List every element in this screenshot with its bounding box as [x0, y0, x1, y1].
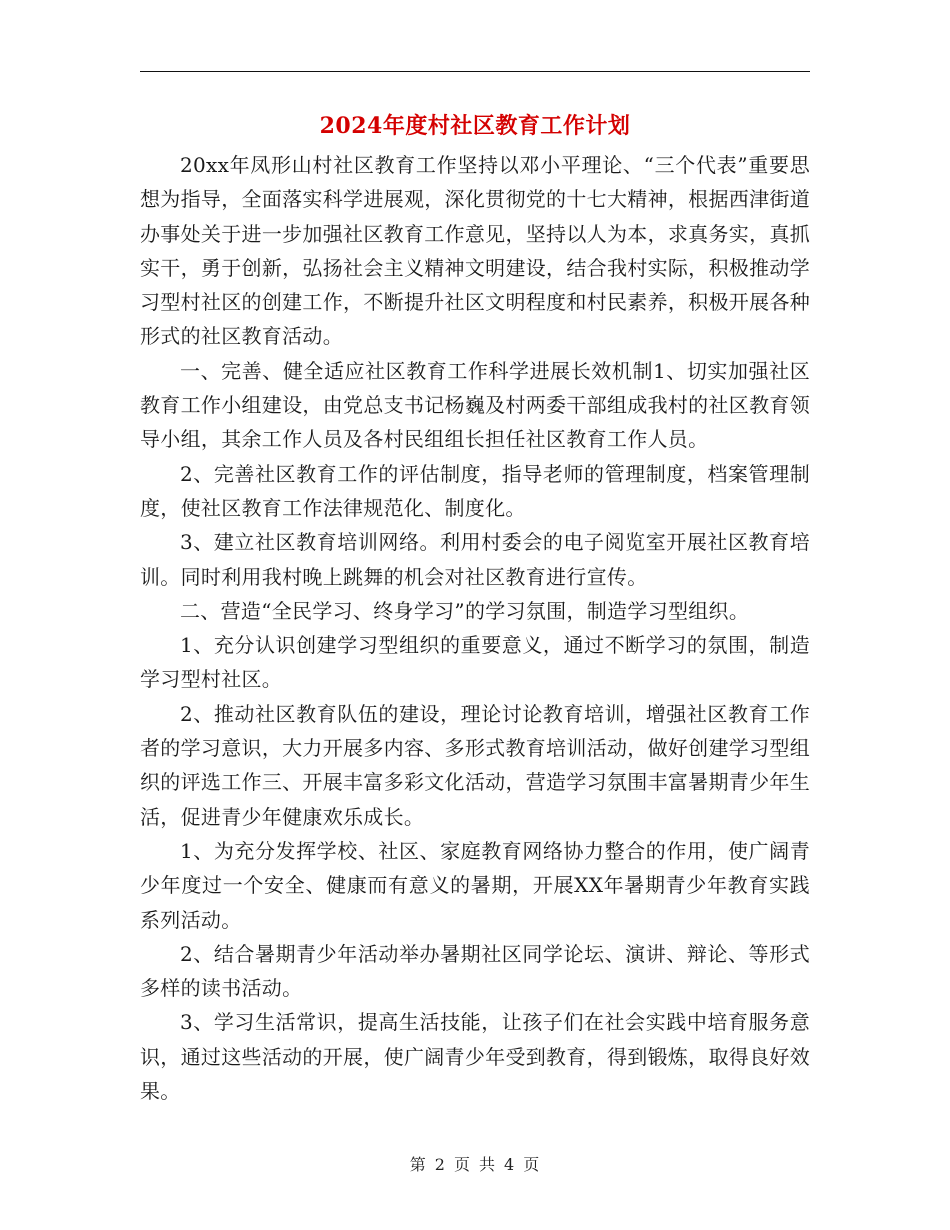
paragraph-item-2-2: 2、推动社区教育队伍的建设，理论讨论教育培训，增强社区教育工作者的学习意识，大力开展多内容、多形式教育培训活动，做好创建学习型组织的评选工作三、开展丰富多彩文化活动，营造学习氛围丰富暑期青少年生活，促进青少年健康欢乐成长。	[140, 701, 810, 829]
document-body	[140, 148, 810, 1108]
footer-total-label: 共	[479, 1155, 497, 1174]
paragraph-item-3-2: 2、结合暑期青少年活动举办暑期社区同学论坛、演讲、辩论、等形式多样的读书活动。	[140, 941, 810, 1001]
paragraph-item-3-3: 3、学习生活常识，提高生活技能，让孩子们在社会实践中培育服务意识，通过这些活动的开展，使广阔青少年受到教育，得到锻炼，取得良好效果。	[140, 1010, 810, 1104]
paragraph-item-1-2: 2、完善社区教育工作的评估制度，指导老师的管理制度，档案管理制度，使社区教育工作法律规范化、制度化。	[140, 461, 810, 520]
footer-suffix: 页	[523, 1155, 541, 1174]
footer-page-number: 2	[434, 1155, 446, 1174]
paragraph-item-1-3: 3、建立社区教育培训网络。利用村委会的电子阅览室开展社区教育培训。同时利用我村晚上跳舞的机会对社区教育进行宣传。	[140, 530, 810, 589]
footer-page-word: 页	[453, 1155, 471, 1174]
paragraph-intro: 20xx年凤形山村社区教育工作坚持以邓小平理论、“三个代表”重要思想为指导，全面落实科学进展观，深化贯彻党的十七大精神，根据西津街道办事处关于进一步加强社区教育工作意见，坚持以人为本，求真务实，真抓实干，勇于创新，弘扬社会主义精神文明建设，结合我村实际，积极推动学习型村社区的创建工作，不断提升社区文明程度和村民素养，积极开展各种形式的社区教育活动。	[140, 153, 810, 349]
footer-prefix: 第	[409, 1155, 427, 1174]
header-rule	[140, 71, 810, 72]
footer-total-pages: 4	[504, 1155, 516, 1174]
paragraph-item-2-1: 1、充分认识创建学习型组织的重要意义，通过不断学习的氛围，制造学习型村社区。	[140, 633, 810, 692]
paragraph-item-3-1: 1、为充分发挥学校、社区、家庭教育网络协力整合的作用，使广阔青少年度过一个安全、健康而有意义的暑期，开展XX年暑期青少年教育实践系列活动。	[140, 838, 810, 932]
document-title: 2024年度村社区教育工作计划	[319, 113, 631, 139]
paragraph-section-1: 一、完善、健全适应社区教育工作科学进展长效机制1、切实加强社区教育工作小组建设，由党总支书记杨巍及村两委干部组成我村的社区教育领导小组，其余工作人员及各村民组组长担任社区教育工作人员。	[140, 358, 810, 452]
paragraph-section-2: 二、营造“全民学习、终身学习”的学习氛围，制造学习型组织。	[180, 598, 750, 623]
page-footer	[0, 1153, 950, 1177]
